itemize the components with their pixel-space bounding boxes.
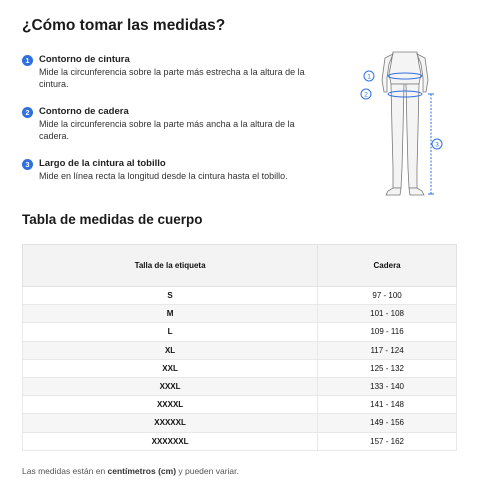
table-row: [23, 341, 457, 359]
size-label: XL: [23, 341, 318, 359]
hip-range: 97 - 100: [318, 287, 457, 305]
size-label: XXL: [23, 359, 318, 377]
hip-range: 109 - 116: [318, 323, 457, 341]
table-row: [23, 432, 457, 450]
page-title: ¿Cómo tomar las medidas?: [22, 17, 226, 34]
size-label: S: [23, 287, 318, 305]
size-table-title: Tabla de medidas de cuerpo: [22, 212, 203, 227]
right-leg-outline: [406, 84, 419, 188]
size-table: [22, 244, 457, 451]
right-foot-outline: [409, 188, 424, 195]
column-header-size: Talla de la etiqueta: [23, 245, 318, 287]
marker-2: [361, 89, 371, 99]
step-number-badge: 2: [22, 107, 33, 118]
hip-range: 101 - 108: [318, 305, 457, 323]
step-hip: [22, 106, 322, 141]
table-row: [23, 323, 457, 341]
size-label: XXXXXL: [23, 414, 318, 432]
hip-range: 117 - 124: [318, 341, 457, 359]
left-leg-outline: [391, 84, 404, 188]
marker-3: [432, 139, 442, 149]
size-label: M: [23, 305, 318, 323]
step-description: Mide la circunferencia sobre la parte más ancha a la altura de la cadera.: [39, 119, 295, 141]
size-label: L: [23, 323, 318, 341]
hip-range: 157 - 162: [318, 432, 457, 450]
footnote-text: Las medidas están en: [22, 466, 108, 476]
table-row: [23, 359, 457, 377]
size-label: XXXXXXL: [23, 432, 318, 450]
hip-range: 125 - 132: [318, 359, 457, 377]
svg-text:1: 1: [367, 73, 371, 81]
marker-1: [364, 71, 374, 81]
table-header-row: [23, 245, 457, 287]
body-measurement-illustration: [355, 50, 455, 200]
step-title: Contorno de cadera: [39, 106, 129, 117]
table-row: [23, 287, 457, 305]
svg-text:2: 2: [364, 91, 368, 99]
footnote-unit: centímetros (cm): [107, 466, 177, 476]
measurement-footnote: [22, 466, 239, 476]
size-label: XXXXL: [23, 396, 318, 414]
step-description: Mide en línea recta la longitud desde la cintura hasta el tobillo.: [39, 171, 288, 181]
step-number-badge: 1: [22, 55, 33, 66]
step-description: Mide la circunferencia sobre la parte más estrecha a la altura de la cintura.: [39, 67, 305, 89]
step-waist: [22, 54, 322, 89]
column-header-hip: Cadera: [318, 245, 457, 287]
left-foot-outline: [386, 188, 401, 195]
table-row: [23, 396, 457, 414]
hip-range: 149 - 156: [318, 414, 457, 432]
svg-text:3: 3: [435, 141, 439, 149]
table-row: [23, 305, 457, 323]
step-title: Contorno de cintura: [39, 54, 130, 65]
footnote-text-end: y pueden variar.: [176, 466, 239, 476]
hip-range: 141 - 148: [318, 396, 457, 414]
step-number-badge: 3: [22, 159, 33, 170]
size-label: XXXL: [23, 377, 318, 395]
table-row: [23, 377, 457, 395]
table-row: [23, 414, 457, 432]
step-length: [22, 158, 322, 188]
hip-range: 133 - 140: [318, 377, 457, 395]
step-title: Largo de la cintura al tobillo: [39, 158, 166, 169]
